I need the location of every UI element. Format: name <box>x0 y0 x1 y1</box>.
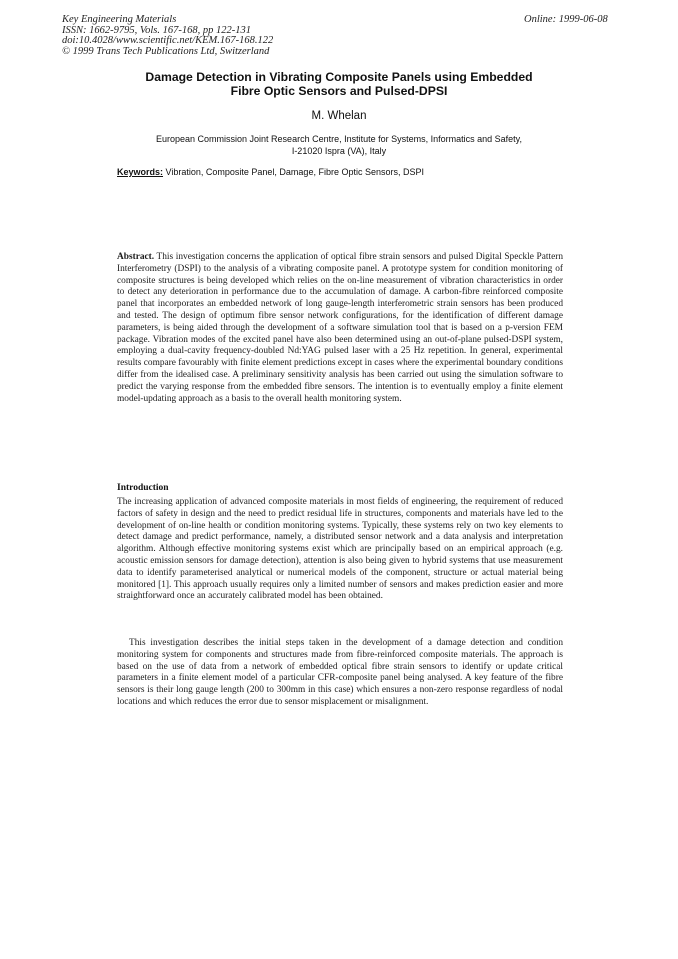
author-name: M. Whelan <box>311 110 367 122</box>
keywords <box>117 167 567 177</box>
introduction-heading: Introduction <box>117 483 169 493</box>
affiliation-line-2: I-21020 Ispra (VA), Italy <box>291 146 387 156</box>
keywords-label: Keywords: <box>117 167 164 177</box>
affiliation <box>110 133 568 157</box>
issn-line: ISSN: 1662-9795, Vols. 167-168, pp 122-131 <box>62 24 251 36</box>
title-line-2: Fibre Optic Sensors and Pulsed-DPSI <box>230 84 448 98</box>
journal-header <box>62 15 273 57</box>
copyright-line: © 1999 Trans Tech Publications Ltd, Switzerland <box>62 45 270 57</box>
paper-title <box>100 70 578 98</box>
title-line-1: Damage Detection in Vibrating Composite Panels using Embedded <box>145 70 533 84</box>
introduction-paragraph-1: The increasing application of advanced composite materials in most fields of engineering, the requirement of reduced factors of safety in design and the need to predict residual life in structures, components and materials have led to the development of on-line health or condition monitoring systems. Typically, these systems rely on two key elements to detect damage and predict performance, namely, a distributed sensor network and a data analysis and interpretation algorithm. Although effective monitoring systems exist which are principally based on an empirical approach (e.g. acoustic emission sensors for damage detection), attention is also being given to hybrid systems that use measurement data to identify parameterised analytical or numerical models of the component, structure or actual material being monitored [1]. This approach usually requires only a limited number of sensors and makes prediction easier and more straightforward once an accurately calibrated model has been obtained. <box>117 497 563 602</box>
introduction-paragraph-2: This investigation describes the initial steps taken in the development of a damage detection and condition monitoring system for components and structures made from fibre-reinforced composite materials. The approach is based on the use of data from a network of embedded optical fibre strain sensors to identify or update critical parameters in a finite element model of a particular CFR-composite panel being analysed. A key feature of the fibre sensors is their long gauge length (200 to 300mm in this case) which ensures a non-zero response regardless of nodal locations and which reduces the error due to sensor misplacement or misalignment. <box>117 638 563 707</box>
keywords-list: Vibration, Composite Panel, Damage, Fibre Optic Sensors, DSPI <box>165 167 424 177</box>
abstract <box>117 252 563 405</box>
doi-line: doi:10.4028/www.scientific.net/KEM.167-168.122 <box>62 35 274 46</box>
abstract-label: Abstract. <box>117 252 155 262</box>
journal-name: Key Engineering Materials <box>62 14 177 25</box>
affiliation-line-1: European Commission Joint Research Centre, Institute for Systems, Informatics and Safety, <box>156 134 522 144</box>
abstract-text: This investigation concerns the application of optical fibre strain sensors and pulsed Digital Speckle Pattern Interferometry (DSPI) to the analysis of a vibrating composite panel. A prototype system for condition monitoring of composite structures is being developed which relies on the on-line measurement of vibration characteristics in order to detect any deterioration in performance due to the accumulation of damage. A carbon-fibre reinforced composite panel that incorporates an embedded network of long gauge-length interferometric strain sensors has been produced and tested. The design of optimum fibre sensor network configurations, for the identification of different damage parameters, is being aided through the development of a software simulation tool that is based on a p-version FEM package. Vibration modes of the excited panel have also been determined using an out-of-plane pulsed-DSPI system, employing a dual-cavity frequency-doubled Nd:YAG pulsed laser with a 25 Hz repetition. In general, experimental results compare favourably with finite element predictions except in cases where the experimental boundary conditions differ from the idealised case. A preliminary sensitivity analysis has been carried out using the simulation software to predict the varying response from the embedded fibre sensors. The intention is to eventually employ a finite element model-updating approach as a basis to the overall health monitoring system. <box>117 252 563 404</box>
online-date: Online: 1999-06-08 <box>524 14 608 25</box>
